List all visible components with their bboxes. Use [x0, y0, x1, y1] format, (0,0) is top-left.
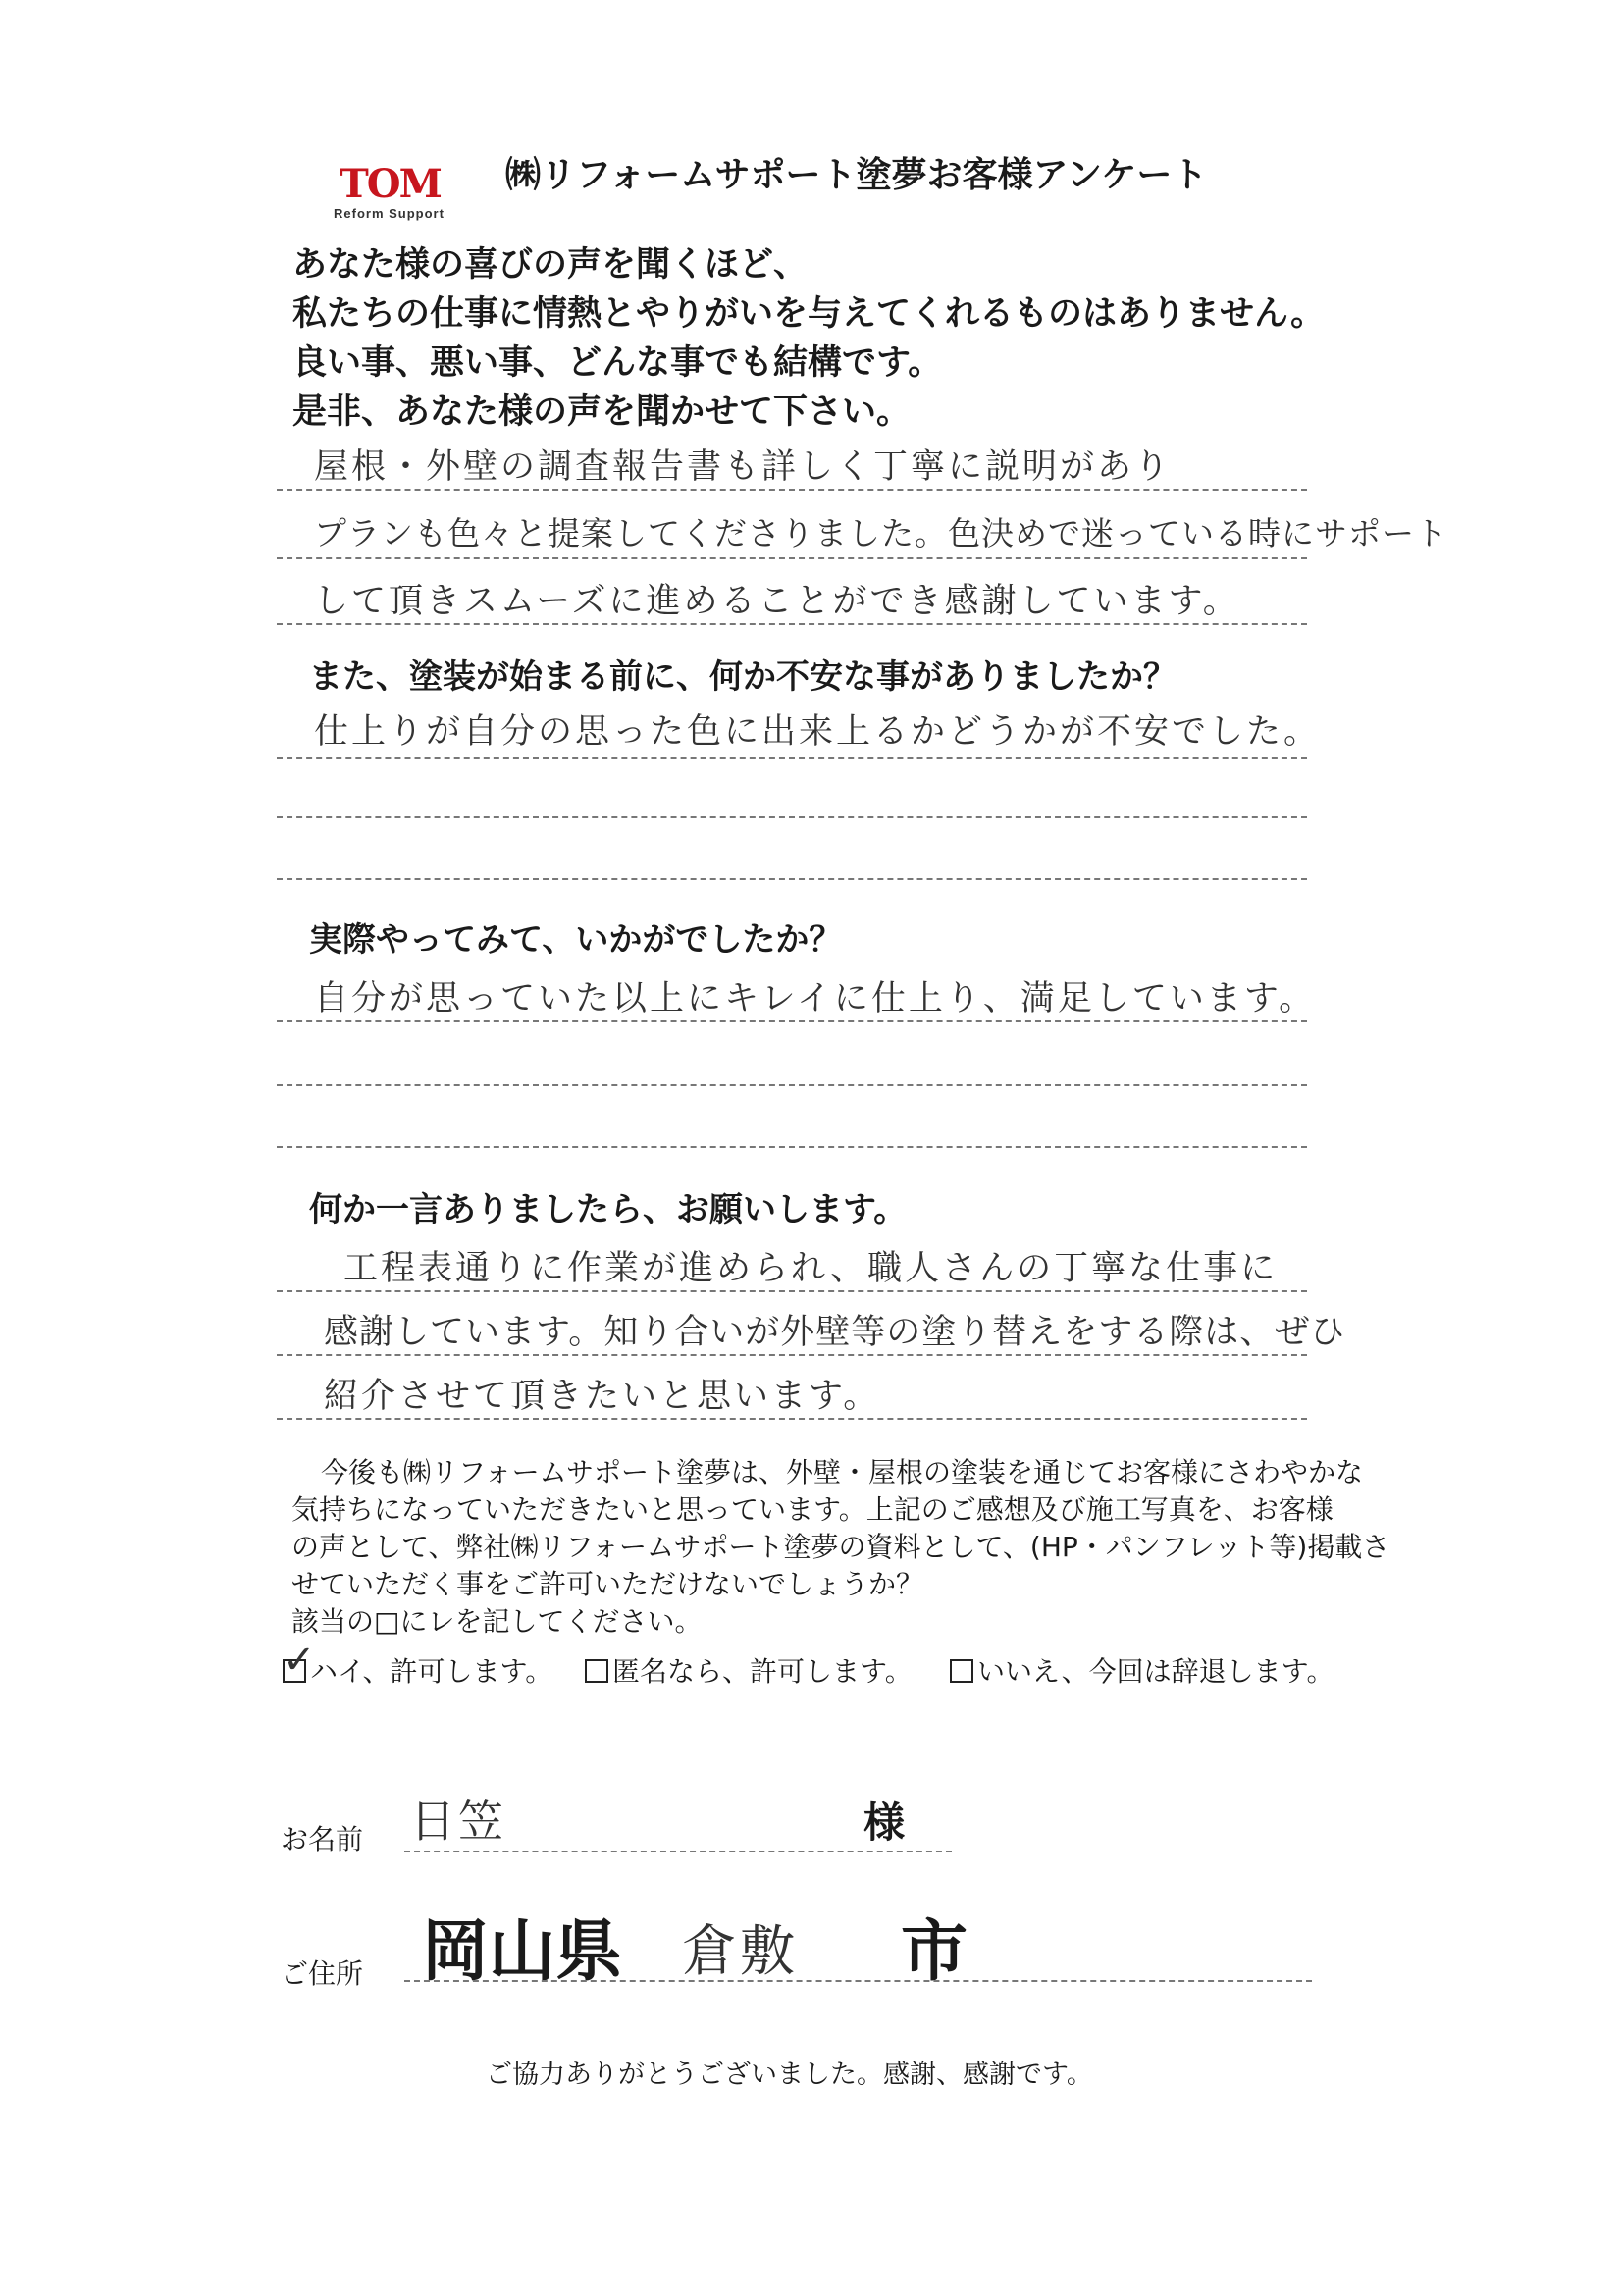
consent-line: 今後も㈱リフォームサポート塗夢は、外壁・屋根の塗装を通じてお客様にさわやかな: [321, 1456, 1364, 1488]
intro-line: あなた様の喜びの声を聞くほど、: [292, 245, 809, 285]
answer-rule: [277, 1354, 1307, 1356]
question-2: また、塗装が始まる前に、何か不安な事がありましたか？: [309, 657, 1177, 697]
option-label: 匿名なら、許可します。: [612, 1655, 913, 1688]
company-logo: [334, 161, 451, 226]
option-label: いいえ、今回は辞退します。: [977, 1655, 1334, 1688]
answer1-line: プランも色々と提案してくださりました。色決めで迷っている時にサポート: [314, 514, 1448, 552]
intro-line: 私たちの仕事に情熱とやりがいを与えてくれるものはありません。: [292, 294, 1326, 334]
checkmark-icon: ✓: [283, 1638, 316, 1683]
option-allow[interactable]: [283, 1638, 553, 1690]
question-3: 実際やってみて、いかがでしたか？: [309, 920, 843, 960]
footer-thanks: ご協力ありがとうございました。感謝、感謝です。: [486, 2060, 1093, 2090]
answer1-line: して頂きスムーズに進めることができ感謝しています。: [314, 582, 1240, 621]
answer-rule: [277, 1146, 1307, 1148]
intro-line: 良い事、悪い事、どんな事でも結構です。: [292, 343, 943, 383]
address-city-suffix: 市: [901, 1913, 968, 1991]
checkbox-decline[interactable]: [950, 1659, 973, 1683]
name-label: お名前: [281, 1823, 364, 1855]
name-value: 日笠: [410, 1795, 506, 1848]
address-city: 倉敷: [682, 1920, 798, 1984]
answer-4-line: 感謝しています。知り合いが外壁等の塗り替えをする際は、ぜひ: [324, 1313, 1346, 1352]
checkbox-anonymous[interactable]: [585, 1659, 608, 1683]
consent-line: 気持ちになっていただきたいと思っています。上記のご感想及び施工写真を、お客様: [291, 1493, 1334, 1526]
answer-rule: [277, 1418, 1307, 1420]
logo-mark: TOM: [340, 161, 441, 207]
option-decline[interactable]: [950, 1650, 1334, 1690]
answer-2: 仕上りが自分の思った色に出来上るかどうかが不安でした。: [314, 712, 1322, 752]
answer-rule: [277, 489, 1307, 491]
logo-subtitle: Reform Support: [334, 206, 445, 221]
consent-line: の声として、弊社㈱リフォームサポート塗夢の資料として、(HP・パンフレット等)掲載さ: [291, 1531, 1390, 1563]
consent-line: せていただく事をご許可いただけないでしょうか？: [291, 1568, 924, 1600]
answer-rule: [277, 1290, 1307, 1292]
option-label: ハイ、許可します。: [310, 1655, 553, 1688]
question-4: 何か一言ありましたら、お願いします。: [309, 1190, 908, 1229]
answer-4-line: 紹介させて頂きたいと思います。: [324, 1377, 881, 1416]
answer-rule: [277, 623, 1307, 625]
answer-4-line: 工程表通りに作業が進められ、職人さんの丁寧な仕事に: [343, 1249, 1279, 1288]
answer-rule: [277, 816, 1307, 818]
address-label: ご住所: [281, 1957, 364, 1990]
answer-rule: [277, 1084, 1307, 1086]
checkbox-allow[interactable]: [283, 1638, 316, 1683]
address-prefecture: 岡山県: [422, 1913, 623, 1991]
answer-rule: [277, 1020, 1307, 1022]
answer-rule: [277, 557, 1307, 559]
address-underline: [404, 1980, 1312, 1982]
survey-title: ㈱リフォームサポート塗夢お客様アンケート: [505, 155, 1208, 195]
consent-text: [291, 1454, 1389, 1641]
name-suffix: 様: [863, 1799, 906, 1847]
intro-text: [292, 240, 1325, 437]
answer-rule: [277, 878, 1307, 880]
name-underline: [404, 1851, 952, 1852]
answer-3: 自分が思っていた以上にキレイに仕上り、満足しています。: [314, 979, 1317, 1018]
answer-rule: [277, 757, 1307, 759]
intro-line: 是非、あなた様の声を聞かせて下さい。: [292, 392, 912, 432]
answer1-line: 屋根・外壁の調査報告書も詳しく丁寧に説明があり: [314, 447, 1173, 487]
consent-line: 該当の□にレを記してください。: [291, 1605, 703, 1638]
option-anonymous[interactable]: [585, 1650, 913, 1690]
